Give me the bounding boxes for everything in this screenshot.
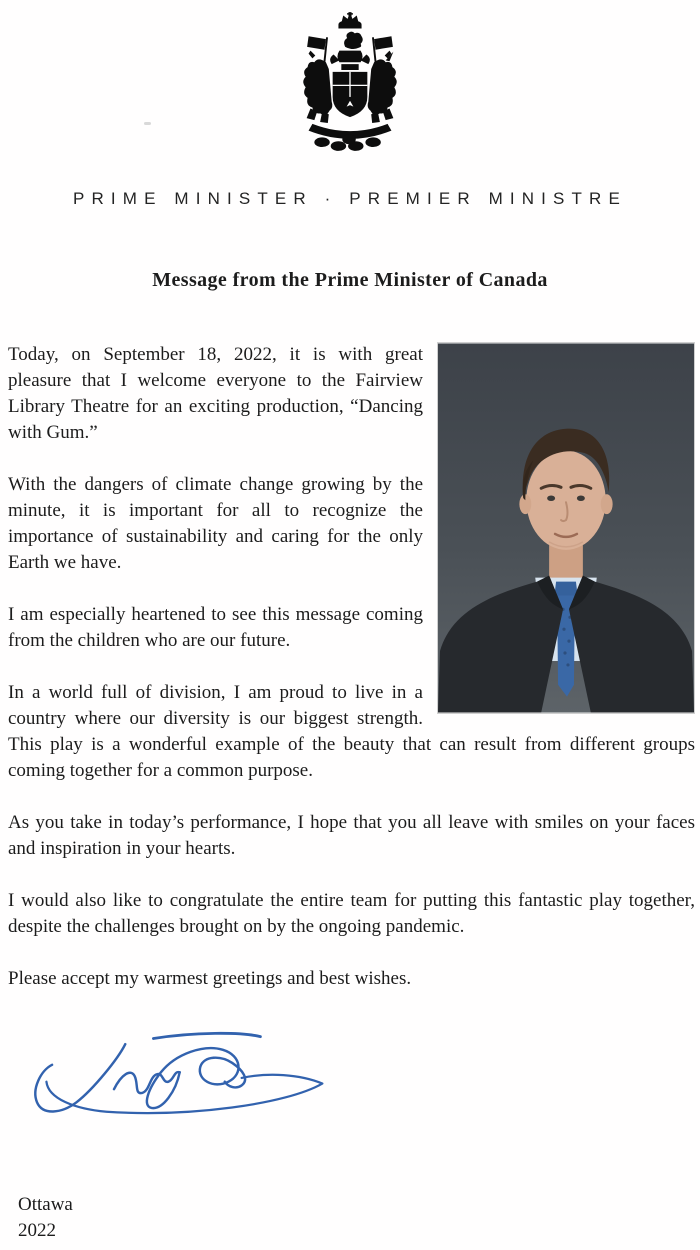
letterhead-title: PRIME MINISTER · PREMIER MINISTRE [73, 189, 627, 208]
portrait-image [438, 343, 694, 713]
paragraph-5: As you take in today’s performance, I hope that you all leave with smiles on your faces and inspiration in your hearts. [8, 812, 695, 859]
paragraph-4: In a world full of division, I am proud to live in a country where our diversity is our biggest strength. This play is a wonderful example of the beauty that can result from different groups coming together for a common purpose. [8, 682, 695, 781]
coat-of-arms-icon [297, 12, 403, 152]
signature-block [10, 1016, 340, 1138]
signature-ink [10, 1016, 340, 1138]
page-title: Message from the Prime Minister of Canada [152, 269, 548, 291]
paragraph-1: Today, on September 18, 2022, it is with great pleasure that I welcome everyone to the Fairview Library Theatre for an exciting production, “Dancing with Gum.” [8, 344, 423, 443]
prime-minister-photo [437, 342, 695, 714]
paragraph-6: I would also like to congratulate the entire team for putting this fantastic play together, despite the challenges brought on by the ongoing pandemic. [8, 890, 695, 937]
footer-year: 2022 [18, 1220, 56, 1241]
paragraph-2: With the dangers of climate change growing by the minute, it is important for all to recognize the importance of sustainability and caring for the only Earth we have. [8, 474, 423, 573]
paragraph-7: Please accept my warmest greetings and best wishes. [8, 968, 412, 989]
footer-place: Ottawa [18, 1194, 73, 1215]
paragraph-3: I am especially heartened to see this message coming from the children who are our future. [8, 604, 423, 651]
letter-body [0, 342, 700, 992]
scan-artifact [144, 122, 151, 125]
letter-footer [0, 1192, 700, 1244]
